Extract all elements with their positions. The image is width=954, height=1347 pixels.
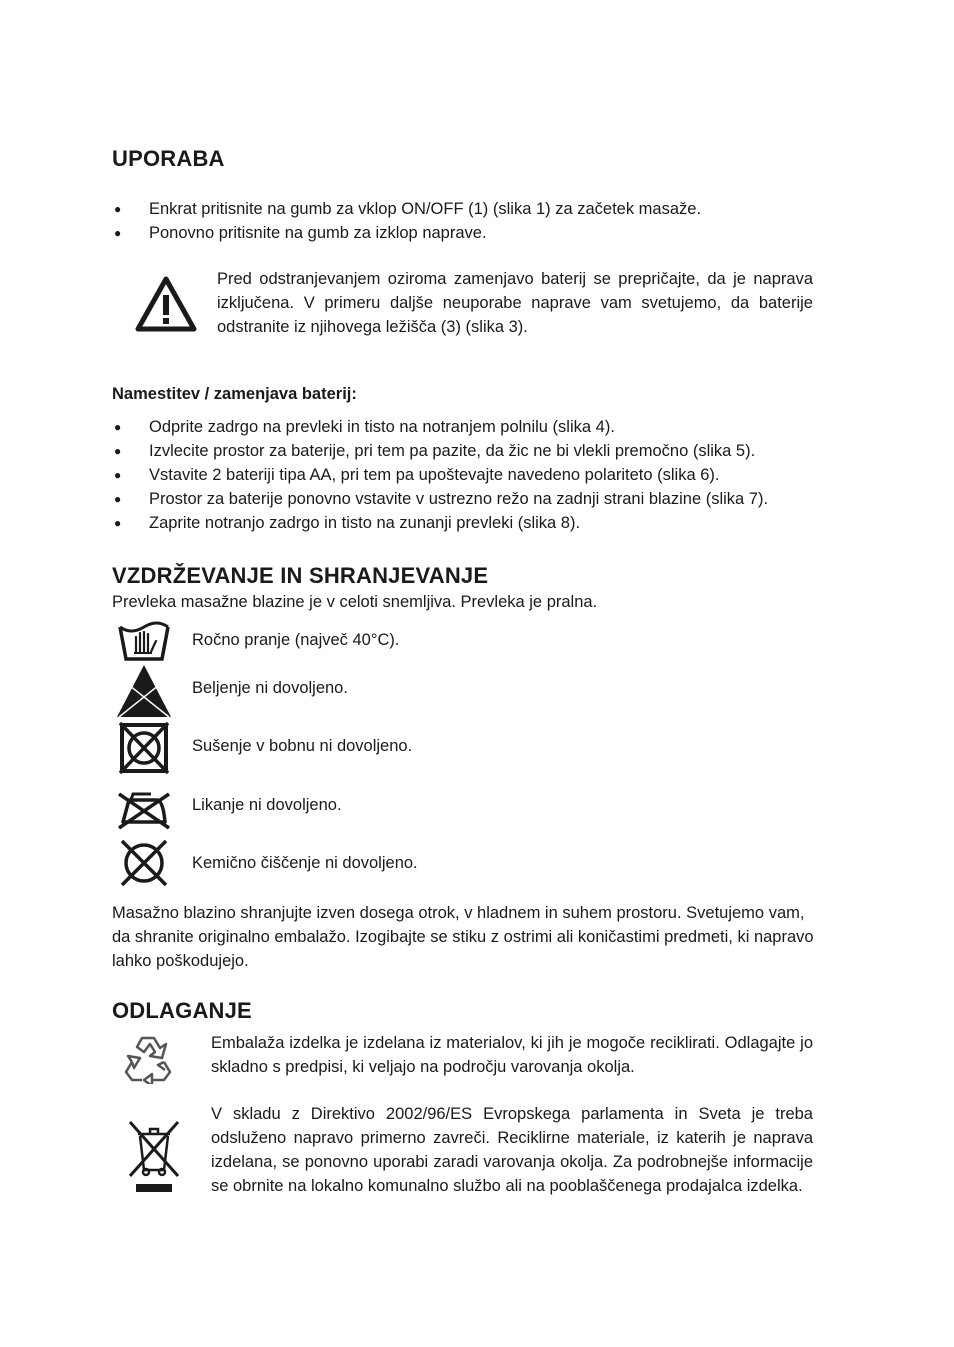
list-item: ● Zaprite notranjo zadrgo in tisto na zunanji prevleki (slika 8). xyxy=(112,511,832,535)
warning-text: Pred odstranjevanjem oziroma zamenjavo baterij se prepričajte, da je naprava izključena. V primeru daljše neuporabe naprave vam svetujemo, da baterije odstranite iz njihovega ležišča (3) (slika 3). xyxy=(217,270,813,336)
no-bleach-icon xyxy=(114,662,174,720)
list-item: ● Odprite zadrgo na prevleki in tisto na notranjem polnilu (slika 4). xyxy=(112,415,832,439)
baterije-bullet-list xyxy=(112,415,832,535)
care-label: Kemično čiščenje ni dovoljeno. xyxy=(192,854,418,872)
list-item: ● Izvlecite prostor za baterije, pri tem pa pazite, da žic ne bi vlekli premočno (slika 5). xyxy=(112,439,832,463)
no-dry-clean-icon xyxy=(114,834,174,892)
section-title-uporaba: UPORABA xyxy=(112,146,225,171)
weee-text: V skladu z Direktivo 2002/96/ES Evropskega parlamenta in Sveta je treba odsluženo napravo primerno zavreči. Reciklirne materiale, iz katerih je naprava izdelana, se ponovno uporabi zaradi varovanja okolja. Za podrobnejše informacije se obrnite na lokalno komunalno službo ali na pooblaščenega prodajalca izdelka. xyxy=(211,1105,813,1195)
care-row-no-iron xyxy=(114,780,342,838)
section-title-vzdrzevanje: VZDRŽEVANJE IN SHRANJEVANJE xyxy=(112,563,489,588)
list-item: ● Vstavite 2 bateriji tipa AA, pri tem pa upoštevajte navedeno polariteto (slika 6). xyxy=(112,463,832,487)
no-tumble-dry-icon xyxy=(114,719,174,777)
care-label: Sušenje v bobnu ni dovoljeno. xyxy=(192,737,413,755)
storage-text: Masažno blazino shranjujte izven dosega otrok, v hladnem in suhem prostoru. Svetujemo vam, da shranite originalno embalažo. Izogibajte se stiku z ostrimi ali koničastimi predmeti, ki napravo lahko poškodujejo. xyxy=(112,904,814,970)
list-item: ● Ponovno pritisnite na gumb za izklop naprave. xyxy=(112,221,832,245)
care-row-no-dry-clean xyxy=(114,834,418,892)
care-label: Likanje ni dovoljeno. xyxy=(192,796,342,814)
bullet-icon: ● xyxy=(114,516,122,530)
uporaba-bullet-list xyxy=(112,197,832,245)
bullet-icon: ● xyxy=(114,202,122,216)
care-label: Beljenje ni dovoljeno. xyxy=(192,679,348,697)
bullet-icon: ● xyxy=(114,444,122,458)
vzdrzevanje-intro: Prevleka masažne blazine je v celoti snemljiva. Prevleka je pralna. xyxy=(112,593,598,611)
bullet-icon: ● xyxy=(114,492,122,506)
no-iron-icon xyxy=(114,780,174,838)
care-row-no-bleach xyxy=(114,662,348,720)
section-title-odlaganje: ODLAGANJE xyxy=(112,998,252,1023)
care-label: Ročno pranje (največ 40°C). xyxy=(192,631,400,649)
list-item: ● Prostor za baterije ponovno vstavite v ustrezno režo na zadnji strani blazine (slika 7). xyxy=(112,487,832,511)
bullet-icon: ● xyxy=(114,226,122,240)
list-item: ● Enkrat pritisnite na gumb za vklop ON/OFF (1) (slika 1) za začetek masaže. xyxy=(112,197,832,221)
recycle-text: Embalaža izdelka je izdelana iz materialov, ki jih je mogoče reciklirati. Odlagajte jo skladno s predpisi, ki veljajo na področju varovanja okolja. xyxy=(211,1034,813,1076)
warning-triangle-icon xyxy=(135,275,197,333)
bullet-icon: ● xyxy=(114,468,122,482)
recycle-icon xyxy=(120,1032,176,1084)
bullet-icon: ● xyxy=(114,420,122,434)
subtitle-baterije: Namestitev / zamenjava baterij: xyxy=(112,385,357,403)
weee-crossed-bin-icon xyxy=(126,1118,182,1194)
care-row-no-tumble-dry xyxy=(114,719,413,777)
